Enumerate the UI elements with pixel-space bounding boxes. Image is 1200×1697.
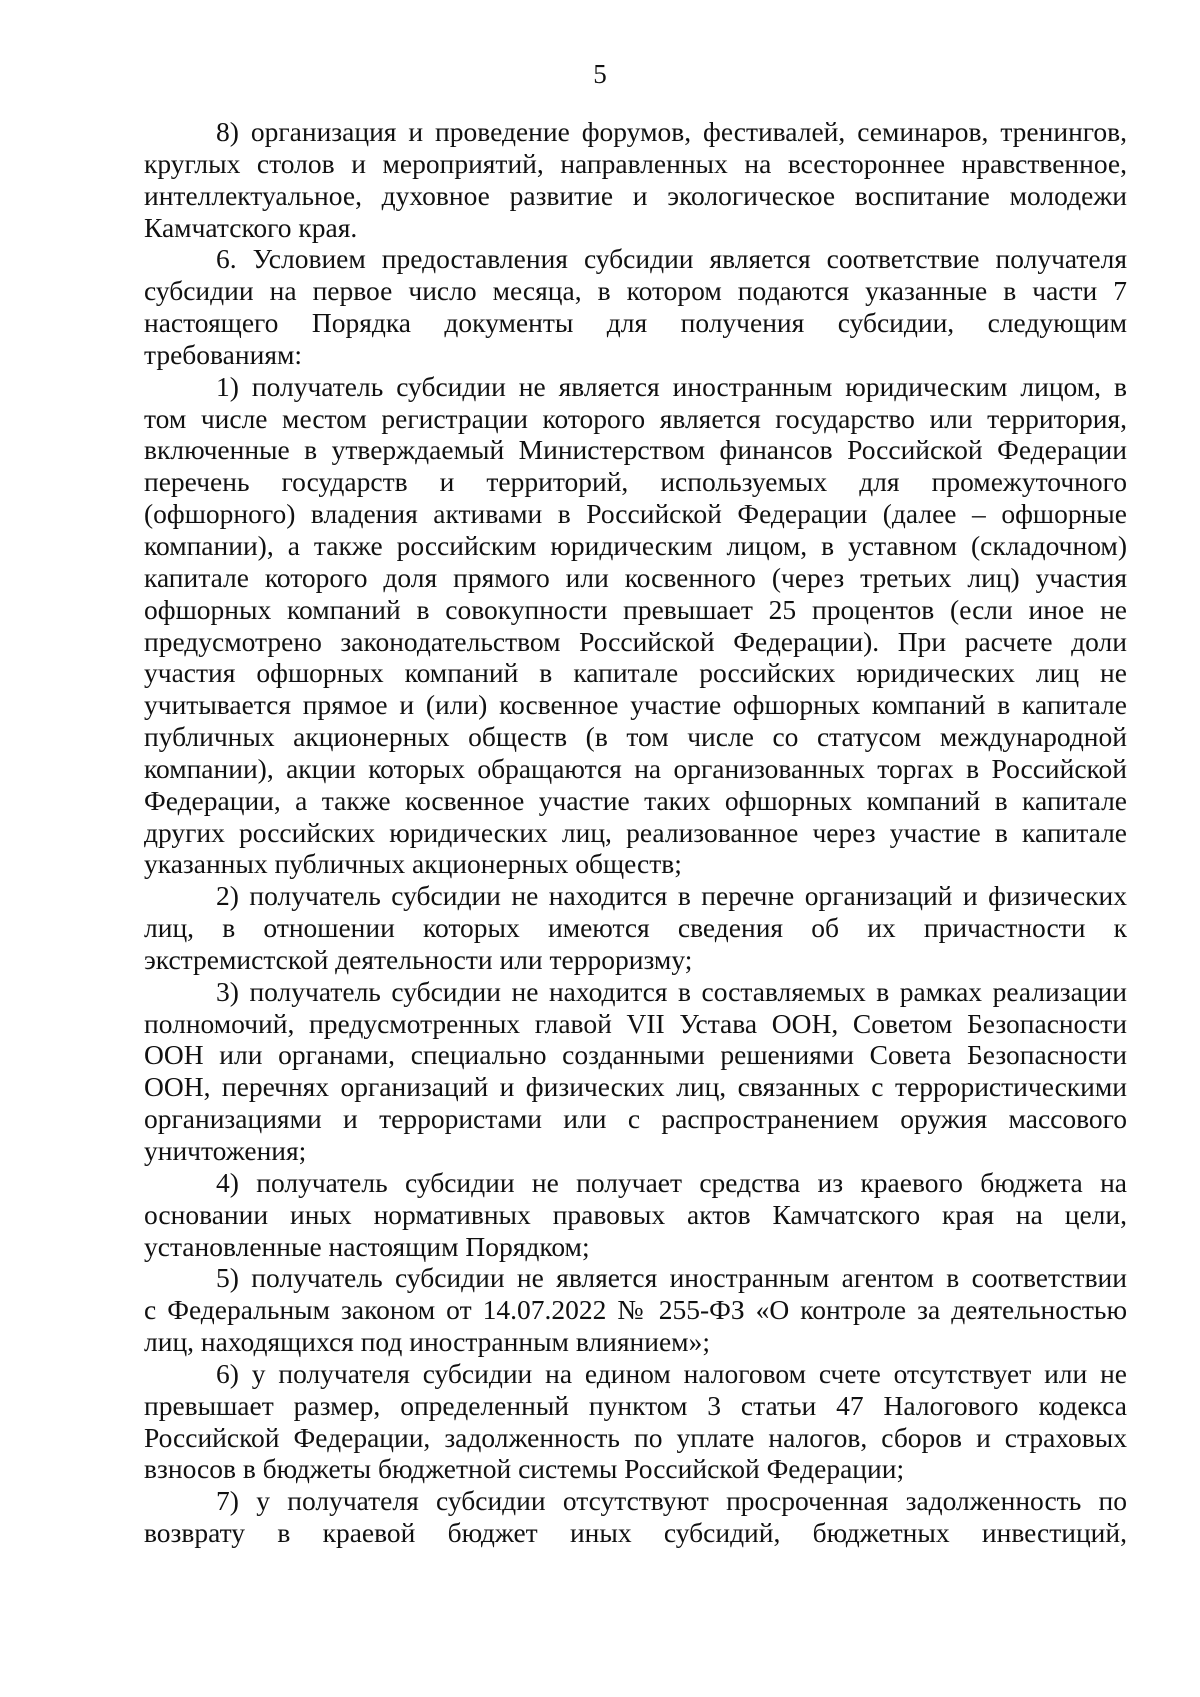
text-line: экстремистской деятельности или терроризму; — [144, 943, 693, 975]
text-line: компании), а также российским юридическим лицом, в уставном (складочном) — [144, 529, 1127, 561]
text-line: интеллектуальное, духовное развитие и экологическое воспитание молодежи — [144, 179, 1127, 211]
paragraph-first-line: 6) у получателя субсидии на едином налоговом счете отсутствует или не — [216, 1357, 1127, 1389]
text-line: ООН или органами, специально созданными решениями Совета Безопасности — [144, 1039, 1127, 1071]
paragraph-first-line: 1) получатель субсидии не является иностранным юридическим лицом, в — [216, 370, 1127, 402]
text-line: круглых столов и мероприятий, направленных на всестороннее нравственное, — [144, 147, 1127, 179]
paragraph-first-line: 2) получатель субсидии не находится в перечне организаций и физических — [216, 880, 1127, 912]
text-line: установленные настоящим Порядком; — [144, 1230, 590, 1262]
text-line: лиц, в отношении которых имеются сведения об их причастности к — [144, 912, 1127, 944]
text-line: с Федеральным законом от 14.07.2022 № 255-ФЗ «О контроле за деятельностью — [144, 1294, 1127, 1326]
text-line: Камчатского края. — [144, 211, 358, 243]
text-line: перечень государств и территорий, используемых для промежуточного — [144, 466, 1127, 498]
paragraph-first-line: 8) организация и проведение форумов, фестивалей, семинаров, тренингов, — [216, 116, 1127, 147]
text-line: указанных публичных акционерных обществ; — [144, 848, 682, 880]
text-line: организациями и террористами или с распространением оружия массового — [144, 1103, 1127, 1135]
text-line: капитале которого доля прямого или косвенного (через третьих лиц) участия — [144, 561, 1127, 593]
text-line: превышает размер, определенный пунктом 3 статьи 47 Налогового кодекса — [144, 1389, 1127, 1421]
text-line: участия офшорных компаний в капитале российских юридических лиц не — [144, 657, 1127, 689]
text-line: предусмотрено законодательством Российской Федерации). При расчете доли — [144, 625, 1127, 657]
text-line: учитывается прямое и (или) косвенное участие офшорных компаний в капитале — [144, 689, 1127, 721]
text-line: требованиям: — [144, 338, 303, 370]
text-line: полномочий, предусмотренных главой VII Устава ООН, Советом Безопасности — [144, 1007, 1127, 1039]
paragraph-first-line: 7) у получателя субсидии отсутствуют просроченная задолженность по — [216, 1485, 1127, 1517]
text-line: настоящего Порядка документы для получения субсидии, следующим — [144, 307, 1127, 339]
text-line: публичных акционерных обществ (в том числе со статусом международной — [144, 721, 1127, 753]
text-line: взносов в бюджеты бюджетной системы Российской Федерации; — [144, 1453, 905, 1485]
page-number: 5 — [593, 59, 607, 89]
paragraph-first-line: 6. Условием предоставления субсидии является соответствие получателя — [216, 243, 1127, 275]
text-line: Федерации, а также косвенное участие таких офшорных компаний в капитале — [144, 784, 1127, 816]
text-line: (офшорного) владения активами в Российской Федерации (далее – офшорные — [144, 498, 1127, 530]
text-line: включенные в утверждаемый Министерством финансов Российской Федерации — [144, 434, 1127, 466]
paragraph-first-line: 3) получатель субсидии не находится в составляемых в рамках реализации — [216, 975, 1127, 1007]
text-line: возврату в краевой бюджет иных субсидий, бюджетных инвестиций, — [144, 1517, 1127, 1549]
paragraph-first-line: 5) получатель субсидии не является иностранным агентом в соответствии — [216, 1262, 1127, 1294]
text-line: субсидии на первое число месяца, в котором подаются указанные в части 7 — [144, 275, 1127, 307]
text-line: основании иных нормативных правовых актов Камчатского края на цели, — [144, 1198, 1127, 1230]
text-line: том числе местом регистрации которого является государство или территория, — [144, 402, 1127, 434]
text-line: офшорных компаний в совокупности превышает 25 процентов (если иное не — [144, 593, 1127, 625]
document-body — [144, 116, 1127, 1549]
text-line: ООН, перечнях организаций и физических лиц, связанных с террористическими — [144, 1071, 1127, 1103]
paragraph-first-line: 4) получатель субсидии не получает средства из краевого бюджета на — [216, 1166, 1127, 1198]
text-line: уничтожения; — [144, 1135, 307, 1166]
text-line: лиц, находящихся под иностранным влиянием»; — [144, 1326, 710, 1358]
text-line: других российских юридических лиц, реализованное через участие в капитале — [144, 816, 1127, 848]
text-line: Российской Федерации, задолженность по уплате налогов, сборов и страховых — [144, 1421, 1127, 1453]
text-line: компании), акции которых обращаются на организованных торгах в Российской — [144, 752, 1127, 784]
